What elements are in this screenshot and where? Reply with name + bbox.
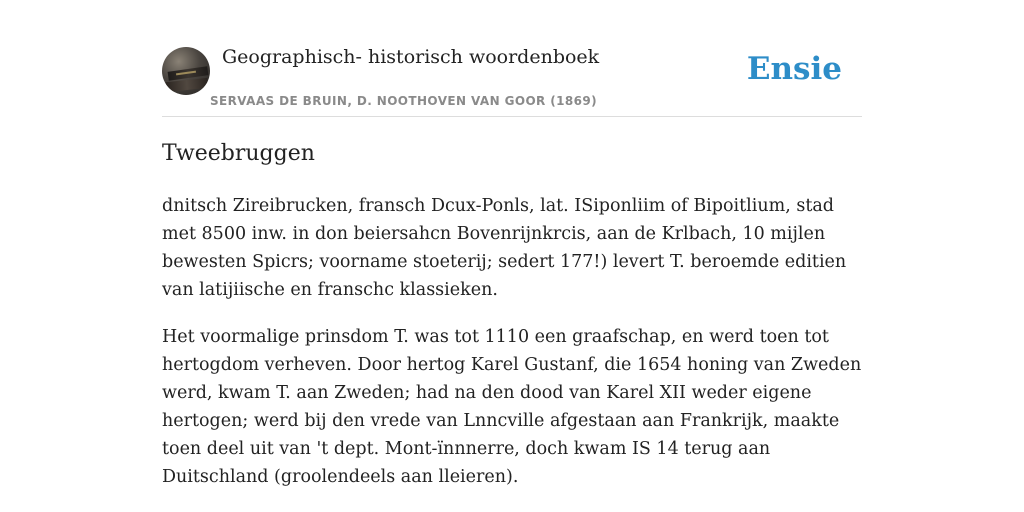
book-cover-avatar[interactable] bbox=[162, 47, 210, 95]
ensie-logo[interactable]: Ensie bbox=[746, 51, 842, 87]
entry-title: Tweebruggen bbox=[162, 141, 315, 166]
book-title-link[interactable]: Geographisch- historisch woordenboek bbox=[222, 46, 600, 68]
book-header bbox=[162, 40, 862, 117]
book-author: SERVAAS DE BRUIN, D. NOOTHOVEN VAN GOOR (1869) bbox=[210, 94, 598, 108]
entry-paragraph: Het voormalige prinsdom T. was tot 1110 een graafschap, en werd toen tot hertogdom verheven. Door hertog Karel Gustanf, die 1654 honing van Zweden werd, kwam T. aan Zweden; had na den dood van Karel XII weder eigene hertogen; werd bij den vrede van Lnncville afgestaan aan Frankrijk, maakte toen deel uit van 't dept. Mont-ïnnnerre, doch kwam IS 14 terug aan Duitschland (groolendeels aan lleieren). bbox=[162, 327, 862, 487]
entry-paragraph: dnitsch Zireibrucken, fransch Dcux-Ponls, lat. ISiponliim of Bipoitlium, stad met 8500 inw. in don beiersahcn Bovenrijnkrcis, aan de Krlbach, 10 mijlen bewesten Spicrs; voorname stoeterij; sedert 177!) levert T. beroemde editien van latijiische en franschc klassieken. bbox=[162, 196, 847, 300]
entry-content bbox=[162, 192, 862, 510]
